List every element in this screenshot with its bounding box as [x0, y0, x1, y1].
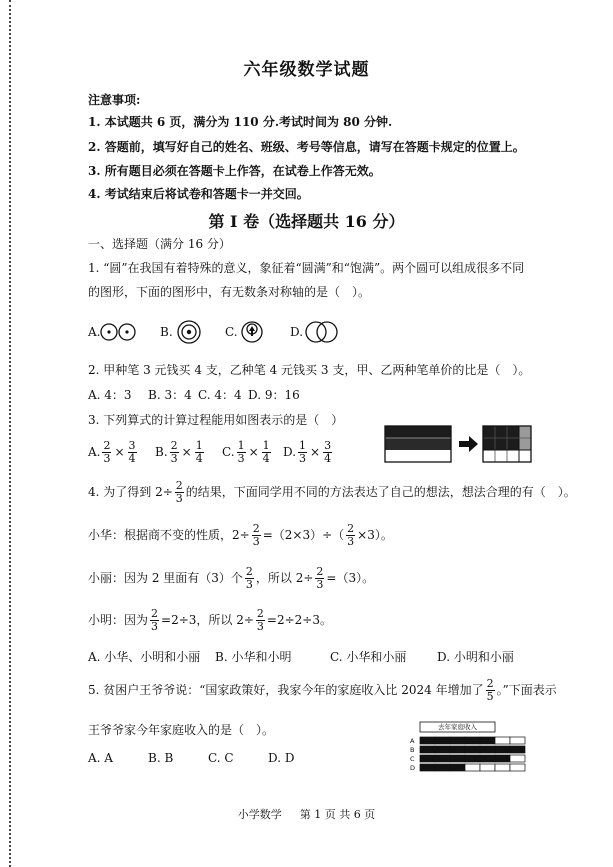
q3-option-d — [283, 438, 334, 466]
q3-stem: 3. 下列算式的计算过程能用如图表示的是（ ） — [88, 413, 344, 427]
footer-page-number: 第 1 页 共 6 页 — [299, 808, 376, 821]
q4-option-a: A. 小华、小明和小丽 — [88, 650, 201, 664]
left-rectangle — [385, 426, 451, 462]
fraction — [170, 440, 179, 465]
q3-diagram — [383, 424, 533, 466]
q1-option-c-figure — [240, 320, 264, 344]
fraction — [315, 566, 324, 591]
fraction — [486, 678, 495, 703]
q3-option-a — [88, 438, 139, 466]
operator: × — [310, 445, 321, 459]
footer-subject: 小学数学 — [237, 808, 282, 821]
fraction — [150, 608, 159, 633]
fraction — [245, 566, 254, 591]
binding-dotted-line — [9, 0, 11, 867]
numerator: 3 — [128, 439, 136, 452]
figure-filled-cell — [450, 746, 465, 753]
q5-income-figure — [408, 718, 530, 776]
notice-heading: 注意事项: — [88, 93, 141, 107]
statement-text: =2÷3，所以 2÷ — [161, 613, 254, 627]
figure-empty-cell — [495, 764, 510, 771]
arrow-right-icon — [459, 436, 478, 452]
shaded-band — [385, 438, 451, 450]
center-dot — [125, 330, 128, 333]
option-label: A. — [88, 445, 101, 459]
q1-stem-line2: 的图形，下面的图形中，有无数条对称轴的是（ ）。 — [88, 285, 371, 299]
denominator: 3 — [256, 620, 264, 633]
figure-filled-cell — [450, 755, 465, 762]
q4-xiaohua-statement — [88, 520, 393, 550]
figure-filled-cell — [420, 764, 435, 771]
numerator: 3 — [324, 439, 332, 452]
q4-option-d: D. 小明和小丽 — [437, 650, 514, 664]
denominator: 4 — [324, 452, 332, 465]
denominator: 3 — [151, 620, 159, 633]
figure-row-label: B — [410, 746, 415, 754]
figure-filled-cell — [465, 746, 480, 753]
figure-filled-cell — [480, 746, 495, 753]
figure-filled-cell — [465, 737, 480, 744]
denominator: 3 — [252, 535, 260, 548]
q1-option-c-label: C. — [225, 325, 238, 339]
q2-stem: 2. 甲种笔 3 元钱买 4 支，乙种笔 4 元钱买 3 支，甲、乙两种笔单价的比是（ ）。 — [88, 363, 531, 377]
statement-text: 小明：因为 — [88, 613, 149, 627]
numerator: 1 — [299, 439, 307, 452]
numerator: 2 — [347, 522, 355, 535]
statement-text: ×3）。 — [357, 528, 393, 542]
fraction — [252, 523, 261, 548]
figure-filled-cell — [435, 764, 450, 771]
numerator: 1 — [237, 439, 245, 452]
figure-filled-cell — [435, 746, 450, 753]
q3-option-c — [222, 438, 273, 466]
center-dot — [187, 330, 191, 334]
numerator: 2 — [175, 479, 183, 492]
figure-filled-cell — [420, 737, 435, 744]
figure-empty-cell — [495, 737, 510, 744]
denominator: 4 — [195, 452, 203, 465]
operator: × — [181, 445, 192, 459]
fraction — [175, 480, 184, 505]
fraction — [323, 440, 332, 465]
denominator: 5 — [486, 690, 494, 703]
numerator: 1 — [195, 439, 203, 452]
option-label: B. — [155, 445, 168, 459]
denominator: 3 — [347, 535, 355, 548]
fraction — [237, 440, 246, 465]
q1-option-d-label: D. — [290, 325, 304, 339]
numerator: 2 — [252, 522, 260, 535]
figure-filled-cell — [450, 764, 465, 771]
q5-option-d: D. D — [268, 751, 295, 765]
figure-heading: 去年家庭收入 — [438, 723, 477, 731]
inner-mark — [249, 326, 255, 336]
q1-stem-line1: 1. “圆”在我国有着特殊的意义，象征着“圆满”和“饱满”。两个圆可以组成很多不同 — [88, 261, 525, 275]
figure-filled-cell — [480, 755, 495, 762]
q1-option-b-label: B. — [160, 325, 173, 339]
notice-item-4: 4. 考试结束后将试卷和答题卡一并交回。 — [88, 187, 309, 201]
figure-filled-cell — [495, 746, 510, 753]
figure-empty-cell — [480, 764, 495, 771]
figure-filled-cell — [465, 755, 480, 762]
q1-option-d-figure — [304, 320, 340, 344]
fraction — [128, 440, 137, 465]
denominator: 3 — [175, 492, 183, 505]
statement-text: =（3）。 — [326, 571, 375, 585]
numerator: 2 — [316, 565, 324, 578]
denominator: 3 — [170, 452, 178, 465]
numerator: 2 — [245, 565, 253, 578]
operator: × — [114, 445, 125, 459]
q5-stem-text: 。”下面表示 — [496, 683, 557, 697]
q5-option-b: B. B — [148, 751, 174, 765]
denominator: 3 — [103, 452, 111, 465]
center-dot — [107, 330, 110, 333]
fraction — [102, 440, 111, 465]
statement-text: 小丽：因为 2 里面有（3）个 — [88, 571, 243, 585]
q4-xiaoli-statement — [88, 563, 374, 593]
statement-text: =2÷2÷3。 — [266, 613, 332, 627]
figure-filled-cell — [510, 746, 525, 753]
q5-stem-line1 — [88, 675, 557, 705]
q2-option-c: C. 4：4 — [198, 388, 242, 402]
figure-row-label: A — [410, 737, 415, 745]
denominator: 3 — [299, 452, 307, 465]
numerator: 2 — [103, 439, 111, 452]
fraction — [346, 523, 355, 548]
circle — [317, 322, 337, 342]
fraction — [256, 608, 265, 633]
numerator: 2 — [170, 439, 178, 452]
figure-empty-cell — [510, 755, 525, 762]
figure-empty-cell — [510, 764, 525, 771]
q2-option-a: A. 4：3 — [88, 388, 132, 402]
figure-filled-cell — [450, 737, 465, 744]
q2-option-d: D. 9：16 — [248, 388, 300, 402]
statement-text: =（2×3）÷（ — [262, 528, 345, 542]
denominator: 3 — [245, 578, 253, 591]
figure-filled-cell — [420, 746, 435, 753]
numerator: 2 — [256, 607, 264, 620]
q5-stem-text: 5. 贫困户王爷爷说：“国家政策好，我家今年的家庭收入比 2024 年增加了 — [88, 683, 484, 697]
q1-option-a-label: A. — [88, 325, 101, 339]
q4-option-c: C. 小华和小丽 — [330, 650, 407, 664]
figure-filled-cell — [495, 755, 510, 762]
section-heading: 一、选择题（满分 16 分） — [88, 237, 231, 251]
part-title: 第 I 卷（选择题共 16 分） — [208, 212, 405, 231]
q3-option-b — [155, 438, 206, 466]
q4-stem — [88, 477, 576, 507]
fraction — [195, 440, 204, 465]
figure-filled-cell — [435, 755, 450, 762]
fraction — [262, 440, 271, 465]
figure-empty-cell — [510, 737, 525, 744]
q2-option-b: B. 3：4 — [148, 388, 192, 402]
page-footer — [0, 807, 613, 823]
exam-title: 六年级数学试题 — [243, 60, 370, 80]
statement-text: 小华：根据商不变的性质，2÷ — [88, 528, 250, 542]
figure-filled-cell — [480, 737, 495, 744]
denominator: 3 — [237, 452, 245, 465]
q5-option-a: A. A — [88, 751, 113, 765]
statement-text: ，所以 2÷ — [255, 571, 314, 585]
figure-empty-cell — [465, 764, 480, 771]
notice-item-3: 3. 所有题目必须在答题卡上作答，在试卷上作答无效。 — [88, 164, 381, 178]
figure-row-label: C — [410, 755, 415, 763]
option-label: D. — [283, 445, 297, 459]
notice-item-2: 2. 答题前，填写好自己的姓名、班级、考号等信息，请写在答题卡规定的位置上。 — [88, 140, 525, 154]
q4-option-b: B. 小华和小明 — [215, 650, 292, 664]
denominator: 4 — [128, 452, 136, 465]
operator: × — [248, 445, 259, 459]
figure-row-label: D — [410, 764, 416, 772]
numerator: 2 — [486, 677, 494, 690]
q1-option-a-figure — [100, 320, 138, 344]
numerator: 2 — [151, 607, 159, 620]
figure-filled-cell — [435, 737, 450, 744]
figure-filled-cell — [420, 755, 435, 762]
q4-stem-text: 4. 为了得到 2÷ — [88, 485, 173, 499]
fraction — [298, 440, 307, 465]
circle — [306, 322, 326, 342]
q4-stem-text: 的结果，下面同学用不同的方法表达了自己的想法，想法合理的有（ ）。 — [185, 485, 576, 499]
notice-item-1: 1. 本试题共 6 页，满分为 110 分.考试时间为 80 分钟. — [88, 115, 393, 129]
q1-option-b-figure — [176, 320, 202, 344]
shaded-band — [385, 426, 451, 438]
q5-stem-line2: 王爷爷家今年家庭收入的是（ ）。 — [88, 723, 275, 737]
q1-options — [0, 318, 613, 346]
right-rectangle — [483, 426, 531, 462]
denominator: 4 — [262, 452, 270, 465]
q4-xiaoming-statement — [88, 605, 332, 635]
numerator: 1 — [262, 439, 270, 452]
option-label: C. — [222, 445, 235, 459]
denominator: 3 — [316, 578, 324, 591]
q5-option-c: C. C — [208, 751, 234, 765]
